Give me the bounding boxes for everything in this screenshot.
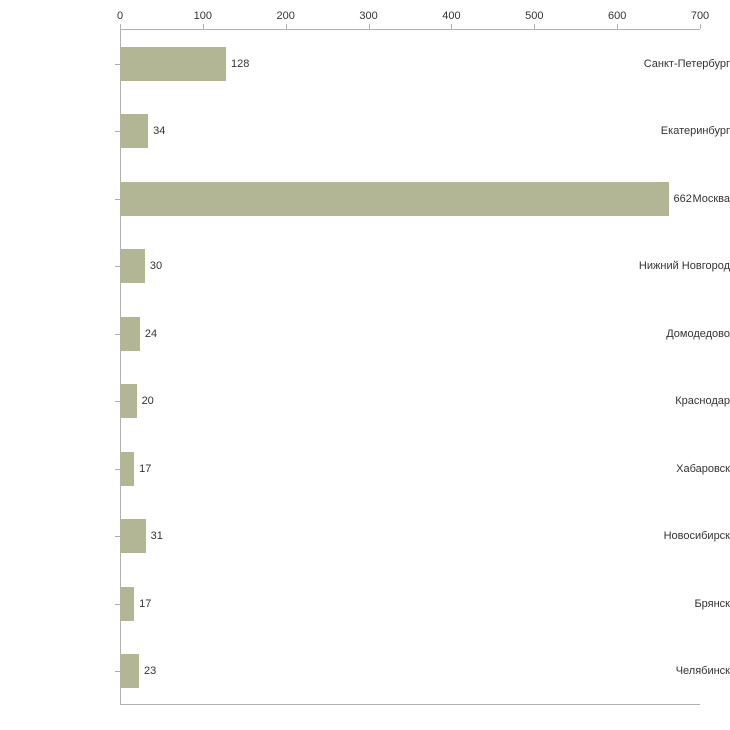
x-tick-mark — [700, 24, 701, 29]
bar-row — [0, 249, 730, 283]
bar-row — [0, 317, 730, 351]
category-label: Домодедово — [666, 327, 730, 340]
bar-row — [0, 519, 730, 553]
bar-value-label: 17 — [139, 597, 152, 610]
category-label: Екатеринбург — [660, 125, 730, 138]
x-tick-label: 400 — [442, 10, 461, 22]
x-tick-mark — [534, 24, 535, 29]
bar-value-label: 20 — [141, 395, 154, 408]
bar-value-label: 662 — [673, 192, 692, 205]
category-label: Новосибирск — [663, 530, 730, 543]
category-label: Челябинск — [675, 665, 730, 678]
bar[interactable] — [120, 654, 139, 688]
bar-value-label: 24 — [144, 327, 158, 340]
x-tick-label: 600 — [607, 10, 627, 22]
x-tick-mark — [120, 24, 121, 29]
category-label: Санкт-Петербург — [643, 57, 730, 70]
x-tick-label: 100 — [193, 10, 213, 22]
category-label: Краснодар — [675, 395, 730, 408]
bar-value-label: 30 — [149, 260, 163, 273]
bar-value-label: 34 — [153, 125, 166, 138]
category-label: Хабаровск — [676, 462, 730, 475]
bar[interactable] — [120, 587, 134, 621]
x-tick-mark — [617, 24, 618, 29]
x-tick-mark — [203, 24, 204, 29]
bar-row — [0, 182, 730, 216]
x-tick-label: 700 — [690, 10, 710, 22]
bar-value-label: 31 — [150, 530, 163, 543]
bar-value-label: 128 — [231, 57, 250, 70]
bar-value-label: 17 — [139, 462, 152, 475]
bar-row — [0, 384, 730, 418]
category-label: Нижний Новгород — [638, 260, 730, 273]
bar-row — [0, 587, 730, 621]
bar-row — [0, 114, 730, 148]
x-tick-mark — [451, 24, 452, 29]
bar-value-label: 23 — [144, 665, 157, 678]
x-tick-label: 500 — [525, 10, 544, 22]
bar[interactable] — [120, 182, 669, 216]
bar[interactable] — [120, 384, 137, 418]
bar[interactable] — [120, 114, 148, 148]
bar[interactable] — [120, 519, 146, 553]
x-tick-mark — [286, 24, 287, 29]
category-label: Москва — [692, 192, 730, 205]
x-tick-label: 0 — [116, 10, 124, 22]
x-tick-mark — [369, 24, 370, 29]
category-label: Брянск — [694, 597, 730, 610]
bar[interactable] — [120, 452, 134, 486]
x-tick-label: 300 — [359, 10, 378, 22]
bar-row — [0, 452, 730, 486]
bar-row — [0, 654, 730, 688]
x-tick-label: 200 — [276, 10, 295, 22]
bar[interactable] — [120, 47, 226, 81]
bar[interactable] — [120, 317, 140, 351]
bar-row — [0, 47, 730, 81]
bar[interactable] — [120, 249, 145, 283]
